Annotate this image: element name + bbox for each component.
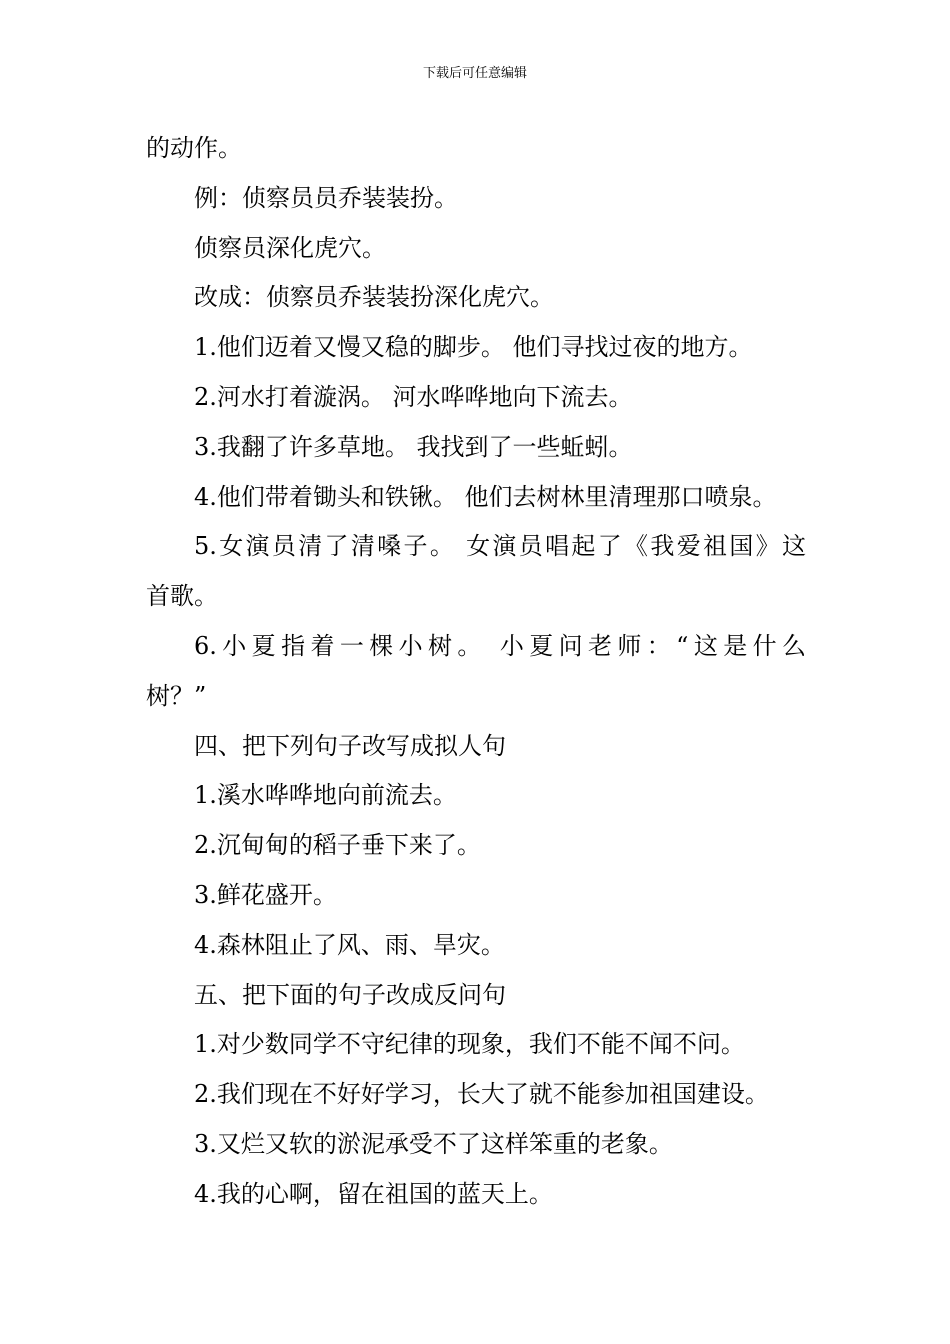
personification-item-2: 2.沉甸甸的稻子垂下来了。	[194, 831, 481, 860]
rhetorical-item-2: 2.我们现在不好好学习，长大了就不能参加祖国建设。	[194, 1080, 769, 1109]
exercise-item-2: 2.河水打着漩涡。 河水哗哗地向下流去。	[194, 382, 633, 411]
text-line-example: 例：侦察员员乔装装扮。	[194, 183, 458, 212]
exercise-item-3: 3.我翻了许多草地。 我找到了一些蚯蚓。	[194, 432, 633, 461]
text-line-example-answer: 改成：侦察员乔装装扮深化虎穴。	[194, 283, 554, 312]
rhetorical-item-1: 1.对少数同学不守纪律的现象，我们不能不闻不问。	[194, 1030, 745, 1059]
section-heading-personification: 四、把下列句子改写成拟人句	[194, 731, 506, 760]
exercise-item-4: 4.他们带着锄头和铁锹。 他们去树林里清理那口喷泉。	[194, 482, 777, 511]
exercise-item-6: 6.小夏指着一棵小树。 小夏问老师：“这是什么	[194, 631, 806, 660]
document-body	[146, 124, 806, 1220]
personification-item-1: 1.溪水哗哗地向前流去。	[194, 781, 457, 810]
personification-item-4: 4.森林阻止了风、雨、旱灾。	[194, 930, 505, 959]
exercise-item-6-continuation: 树？”	[146, 681, 207, 710]
text-line-example-2: 侦察员深化虎穴。	[194, 233, 386, 262]
exercise-item-1: 1.他们迈着又慢又稳的脚步。 他们寻找过夜的地方。	[194, 333, 753, 362]
exercise-item-5-continuation: 首歌。	[146, 582, 218, 611]
section-heading-rhetorical: 五、把下面的句子改成反问句	[194, 980, 506, 1009]
rhetorical-item-3: 3.又烂又软的淤泥承受不了这样笨重的老象。	[194, 1129, 673, 1158]
page-header: 下载后可任意编辑	[422, 66, 527, 81]
text-line-continuation: 的动作。	[146, 134, 242, 162]
exercise-item-5: 5.女演员清了清嗓子。 女演员唱起了《我爱祖国》这	[194, 532, 806, 561]
rhetorical-item-4: 4.我的心啊，留在祖国的蓝天上。	[194, 1179, 553, 1208]
personification-item-3: 3.鲜花盛开。	[194, 880, 337, 909]
